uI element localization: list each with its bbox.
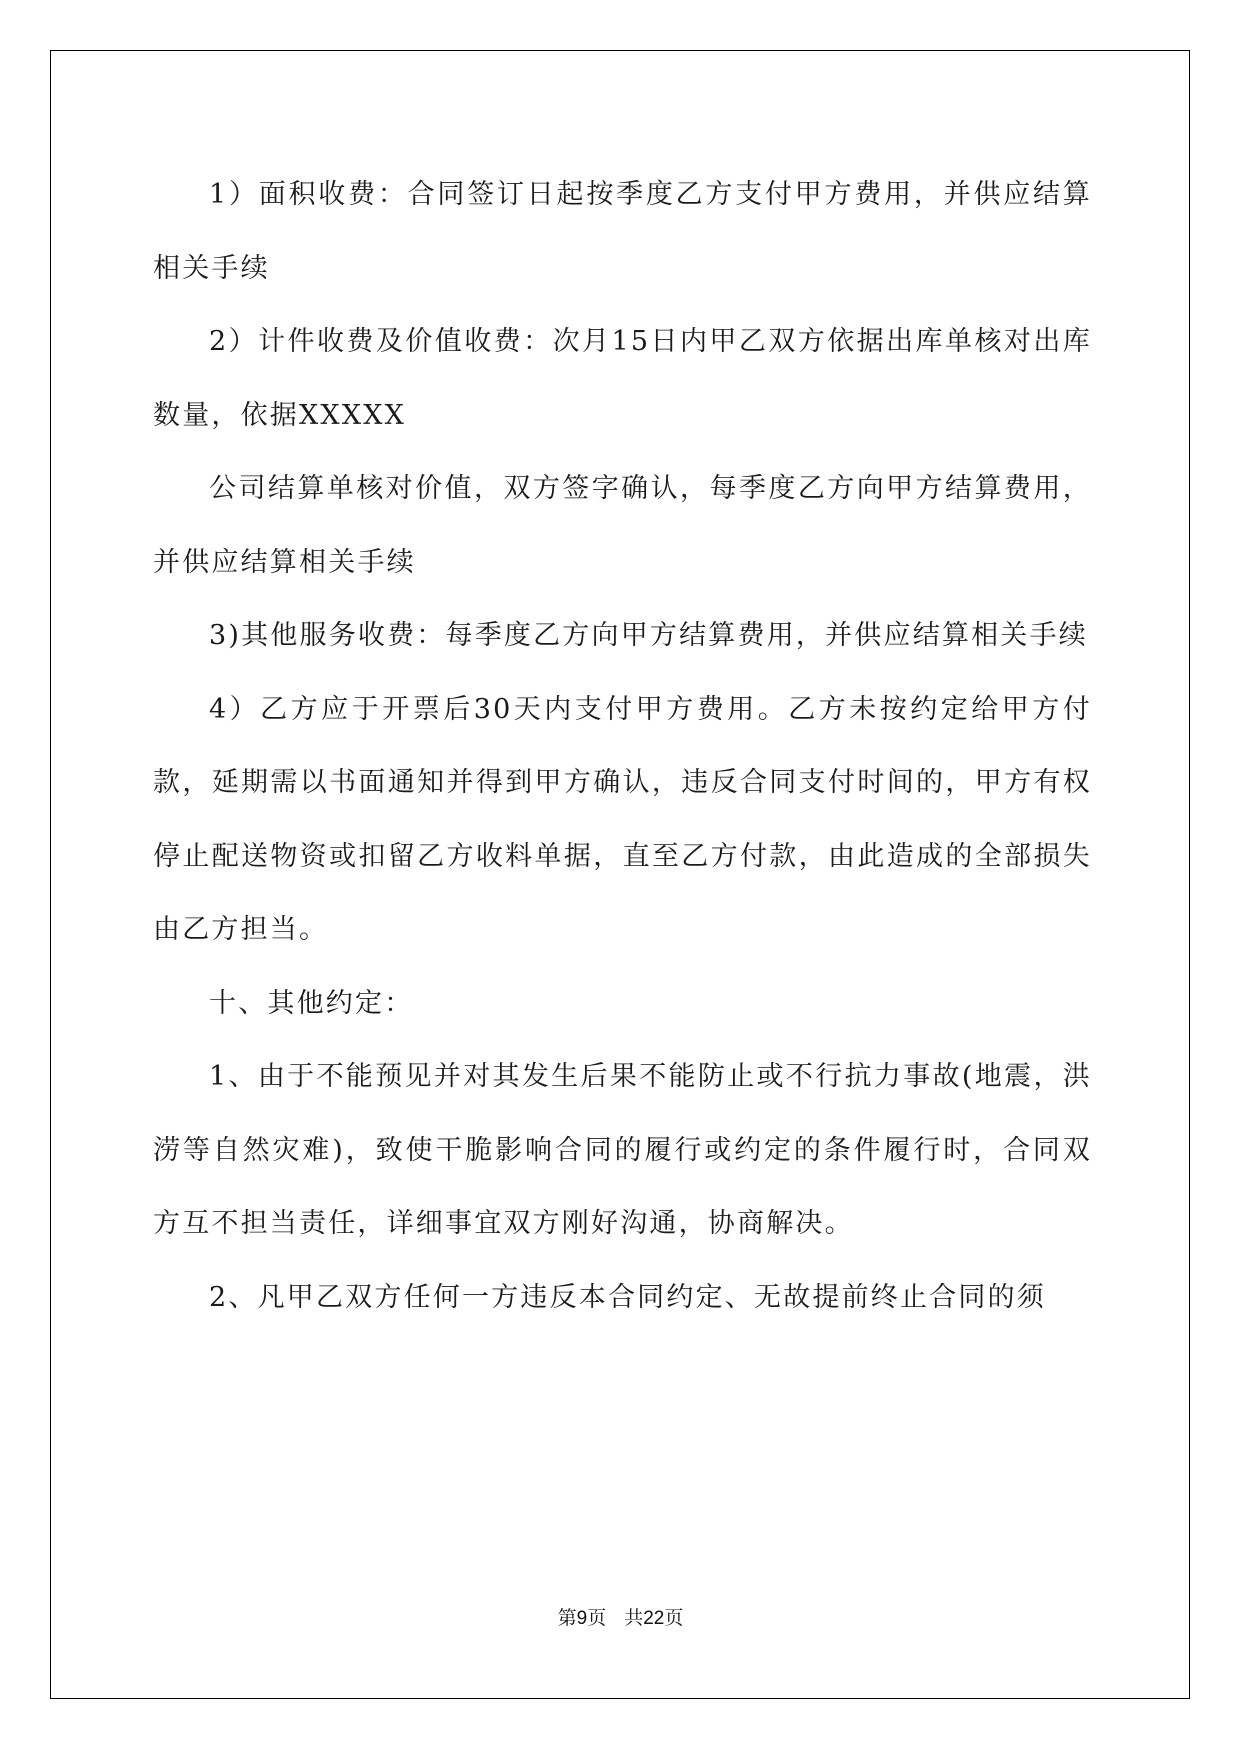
paragraph-area-fee: 1）面积收费：合同签订日起按季度乙方支付甲方费用，并供应结算相关手续 bbox=[153, 179, 1092, 284]
total-pages: 22 bbox=[643, 1608, 665, 1629]
page-prefix: 第 bbox=[557, 1608, 577, 1629]
paragraph-breach: 2、凡甲乙双方任何一方违反本合同约定、无故提前终止合同的须 bbox=[209, 1281, 1046, 1313]
page-number: 9 bbox=[576, 1608, 588, 1629]
paragraph-force-majeure: 1、由于不能预见并对其发生后果不能防止或不行抗力事故(地震，洪涝等自然灾难)，致使干脆影响合同的履行或约定的条件履行时，合同双方互不担当责任，详细事宜双方刚好沟通，协商解决。 bbox=[153, 1061, 1092, 1239]
document-body bbox=[153, 158, 1092, 1334]
paragraph-other-service-fee: 3)其他服务收费：每季度乙方向甲方结算费用，并供应结算相关手续 bbox=[209, 620, 1088, 651]
paragraph-settlement: 公司结算单核对价值，双方签字确认，每季度乙方向甲方结算费用，并供应结算相关手续 bbox=[153, 473, 1092, 578]
paragraph-piece-fee: 2）计件收费及价值收费：次月15日内甲乙双方依据出库单核对出库数量，依据XXXXX bbox=[153, 326, 1092, 431]
total-suffix: 页 bbox=[664, 1608, 684, 1629]
page-footer bbox=[0, 1608, 1241, 1630]
section-heading-other-agreements: 十、其他约定： bbox=[209, 987, 414, 1019]
page-suffix: 页 bbox=[587, 1608, 607, 1629]
paragraph-payment-terms: 4）乙方应于开票后30天内支付甲方费用。乙方未按约定给甲方付款，延期需以书面通知并得到甲方确认，违反合同支付时间的，甲方有权停止配送物资或扣留乙方收料单据，直至乙方付款，由此造成的全部损失由乙方担当。 bbox=[153, 693, 1092, 945]
total-prefix: 共 bbox=[624, 1608, 644, 1629]
